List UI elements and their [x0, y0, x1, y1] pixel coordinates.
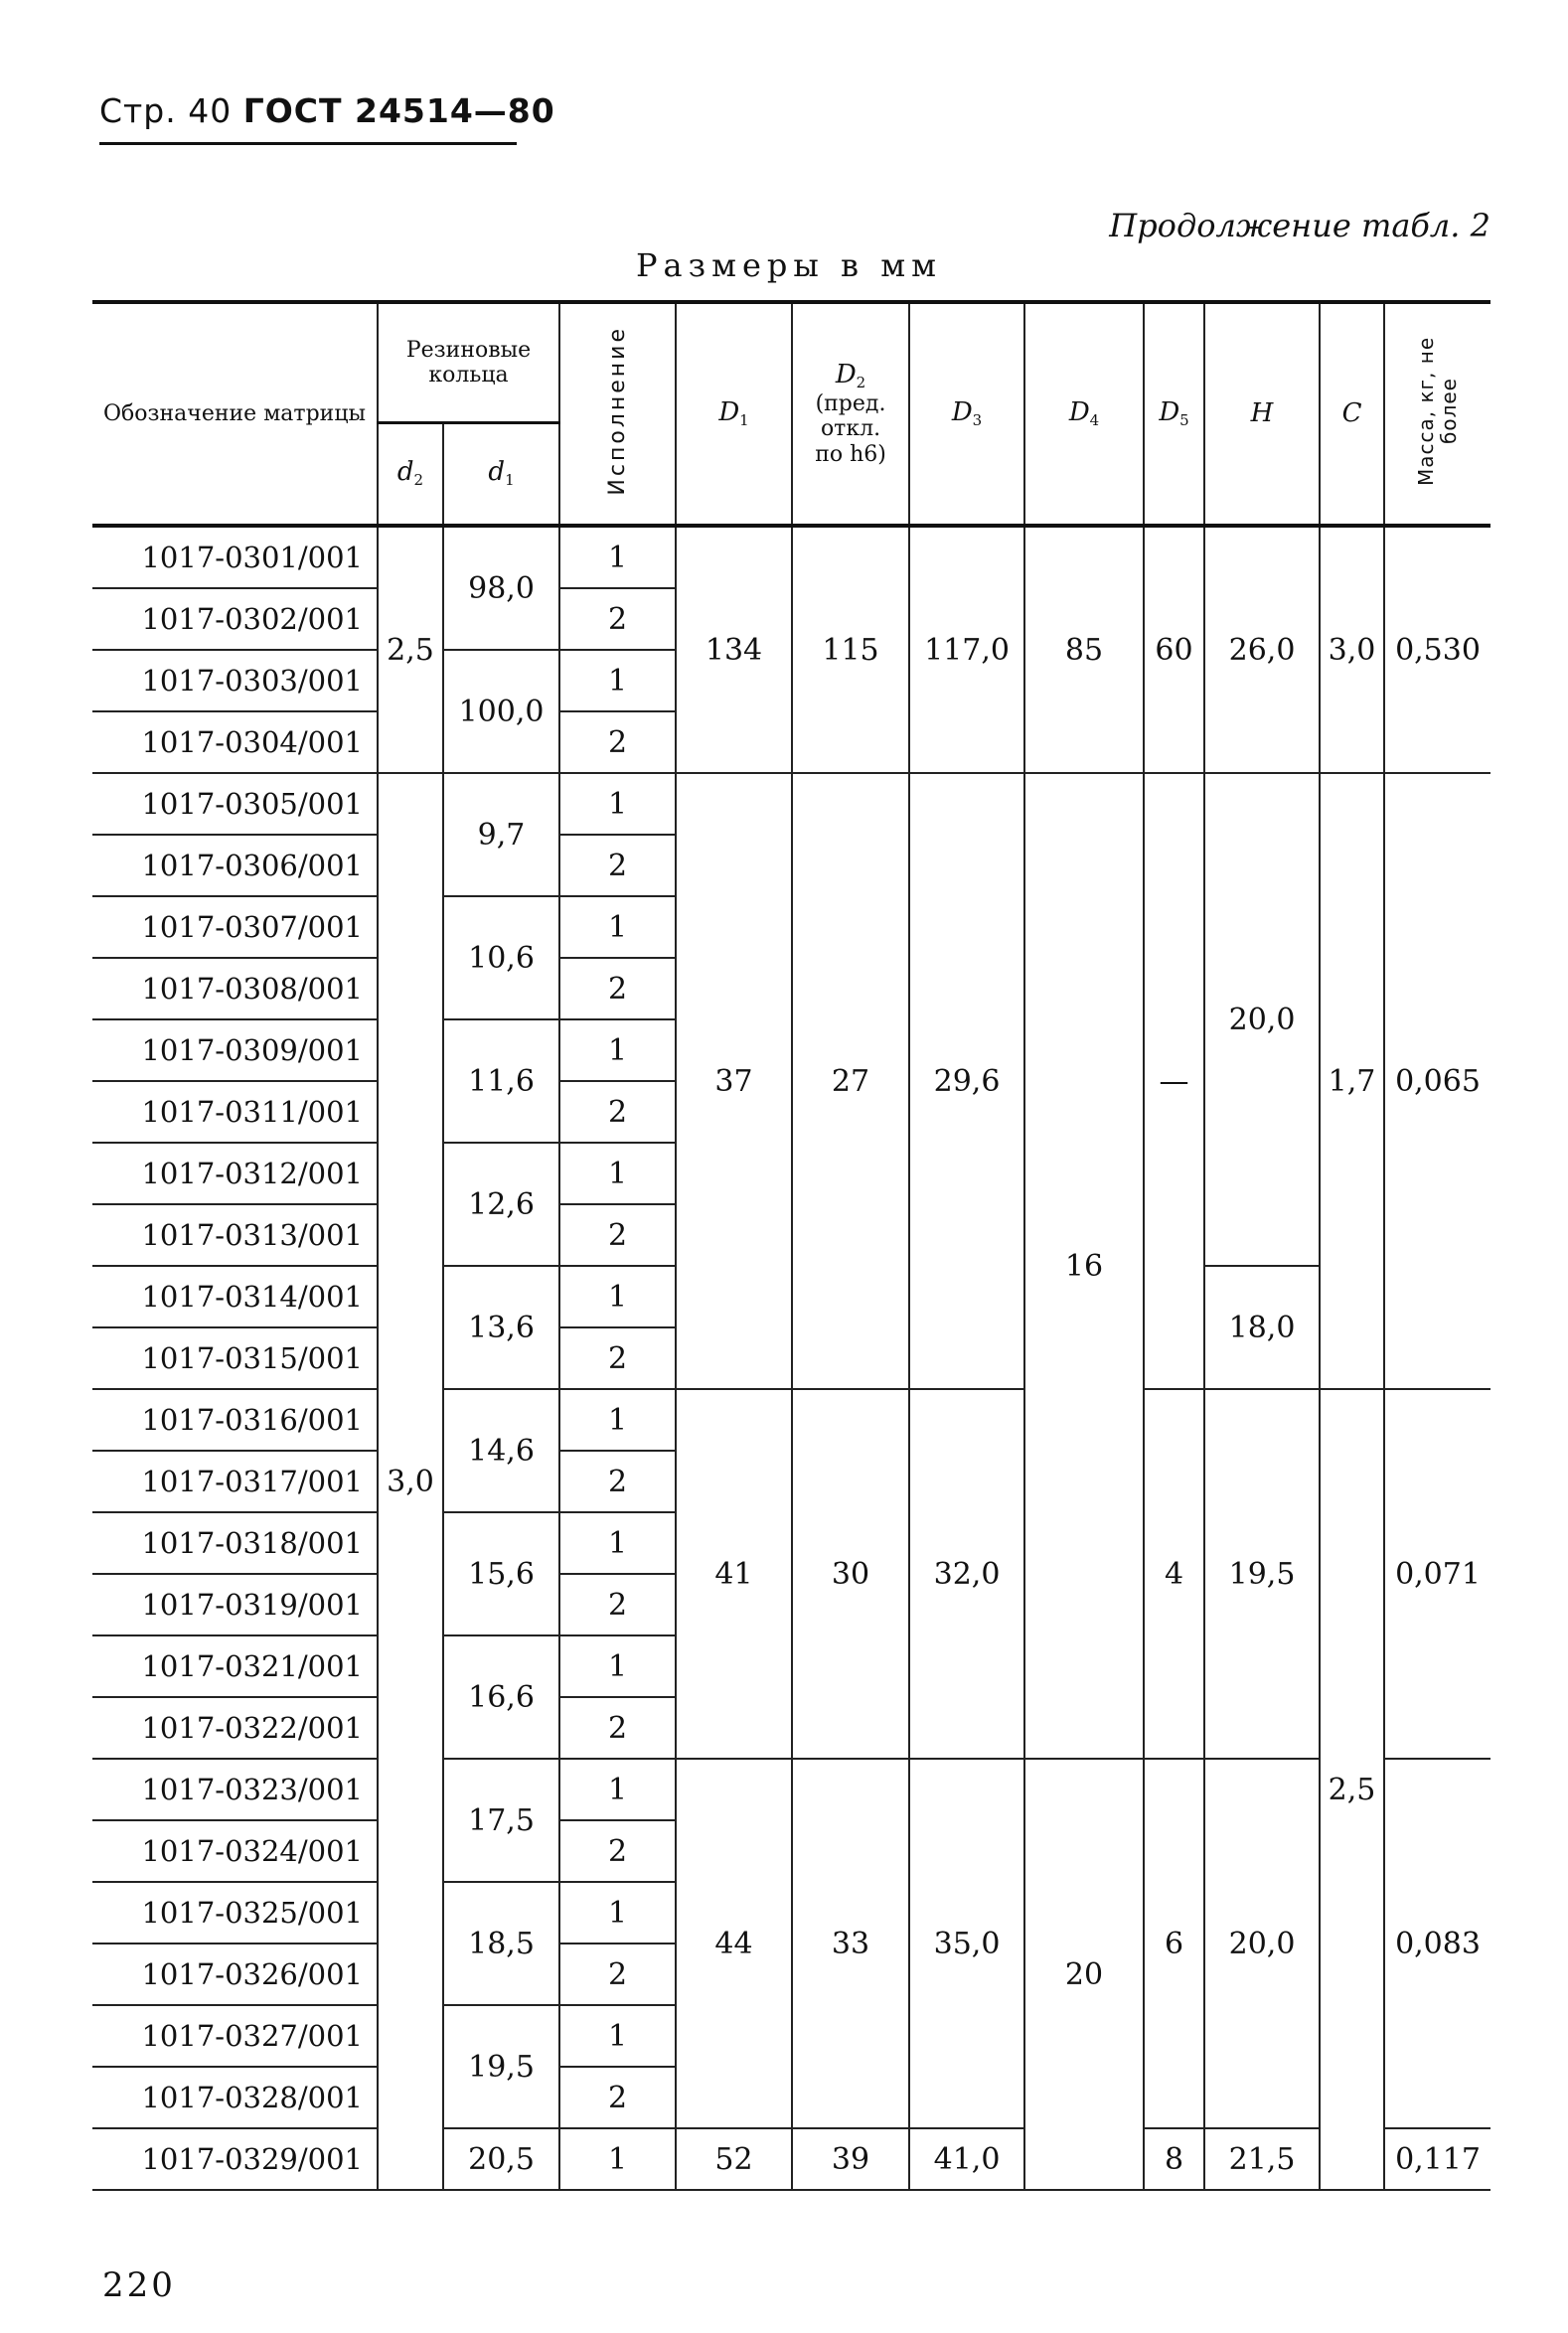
table-row [92, 2128, 1490, 2190]
d2-cell: 27 [792, 773, 909, 1389]
col-designation [92, 302, 378, 524]
col-H [1204, 302, 1320, 524]
col-D3 [909, 302, 1024, 524]
units-caption: Размеры в мм [636, 246, 942, 284]
col-H-label: H [1250, 397, 1274, 428]
designation-cell: 1017-0326/001 [92, 1944, 378, 2005]
mass-cell: 0,530 [1384, 526, 1490, 773]
execution-cell: 2 [559, 1697, 676, 1759]
d3-cell: 35,0 [909, 1759, 1024, 2128]
page-ref: Стр. 40 [99, 91, 233, 130]
execution-cell: 1 [559, 1019, 676, 1081]
execution-cell: 2 [559, 1574, 676, 1635]
d3-cell: 41,0 [909, 2128, 1024, 2190]
d1-cell: 52 [676, 2128, 792, 2190]
col-rings [378, 302, 559, 423]
d1-cell: 98,0 [443, 526, 559, 650]
designation-cell: 1017-0318/001 [92, 1512, 378, 1574]
col-D5-label: D [1159, 396, 1180, 427]
d1-cell: 44 [676, 1759, 792, 2128]
standard-id: ГОСТ 24514—80 [242, 91, 555, 130]
col-D3-sub: 3 [972, 410, 983, 429]
execution-cell: 2 [559, 835, 676, 896]
mass-cell: 0,117 [1384, 2128, 1490, 2190]
designation-cell: 1017-0317/001 [92, 1451, 378, 1512]
execution-cell: 2 [559, 1451, 676, 1512]
designation-cell: 1017-0319/001 [92, 1574, 378, 1635]
d1-cell: 41 [676, 1389, 792, 1759]
d3-cell: 32,0 [909, 1389, 1024, 1759]
c-cell: 1,7 [1320, 773, 1384, 1389]
mass-cell: 0,083 [1384, 1759, 1490, 2128]
execution-cell: 1 [559, 773, 676, 835]
execution-cell: 2 [559, 711, 676, 773]
d5-cell: 4 [1144, 1389, 1204, 1759]
d1-cell: 134 [676, 526, 792, 773]
h-cell: 21,5 [1204, 2128, 1320, 2190]
execution-cell: 2 [559, 1327, 676, 1389]
d1-cell: 14,6 [443, 1389, 559, 1512]
d1-cell: 9,7 [443, 773, 559, 896]
col-designation-label: Обозначение матрицы [102, 400, 366, 426]
d1-cell: 16,6 [443, 1635, 559, 1759]
d2-cell: 3,0 [378, 773, 443, 2190]
execution-cell: 2 [559, 1944, 676, 2005]
d2-cell: 115 [792, 526, 909, 773]
execution-cell: 1 [559, 1389, 676, 1451]
col-rings-label: Резиновые кольца [405, 337, 532, 388]
designation-cell: 1017-0305/001 [92, 773, 378, 835]
execution-cell: 1 [559, 650, 676, 711]
execution-cell: 1 [559, 1266, 676, 1327]
execution-cell: 1 [559, 2005, 676, 2067]
designation-cell: 1017-0329/001 [92, 2128, 378, 2190]
d1-cell: 100,0 [443, 650, 559, 773]
mass-cell: 0,071 [1384, 1389, 1490, 1759]
header-rule [99, 142, 517, 145]
designation-cell: 1017-0322/001 [92, 1697, 378, 1759]
d2-cell: 33 [792, 1759, 909, 2128]
designation-cell: 1017-0327/001 [92, 2005, 378, 2067]
col-D2-label: D [835, 359, 857, 389]
execution-cell: 2 [559, 1204, 676, 1266]
col-execution-label: Исполнение [604, 326, 630, 496]
d4-cell: 16 [1024, 773, 1144, 1759]
mass-cell: 0,065 [1384, 773, 1490, 1389]
execution-cell: 2 [559, 588, 676, 650]
col-D2-note: (пред. откл. по h6) [815, 391, 886, 467]
d3-cell: 29,6 [909, 773, 1024, 1389]
d3-cell: 117,0 [909, 526, 1024, 773]
designation-cell: 1017-0307/001 [92, 896, 378, 958]
execution-cell: 1 [559, 526, 676, 588]
col-C-label: C [1341, 397, 1362, 428]
h-cell: 20,0 [1204, 1759, 1320, 2128]
designation-cell: 1017-0308/001 [92, 958, 378, 1019]
designation-cell: 1017-0313/001 [92, 1204, 378, 1266]
col-D5 [1144, 302, 1204, 524]
table-row [92, 1759, 1490, 1820]
designation-cell: 1017-0301/001 [92, 526, 378, 588]
col-d1-sub: 1 [505, 471, 515, 490]
designation-cell: 1017-0323/001 [92, 1759, 378, 1820]
d4-cell: 20 [1024, 1759, 1144, 2190]
designation-cell: 1017-0311/001 [92, 1081, 378, 1143]
designation-cell: 1017-0302/001 [92, 588, 378, 650]
d1-cell: 11,6 [443, 1019, 559, 1143]
execution-cell: 2 [559, 1820, 676, 1882]
col-D5-sub: 5 [1179, 410, 1189, 429]
execution-cell: 2 [559, 2067, 676, 2128]
d1-cell: 18,5 [443, 1882, 559, 2005]
execution-cell: 2 [559, 958, 676, 1019]
designation-cell: 1017-0316/001 [92, 1389, 378, 1451]
designation-cell: 1017-0315/001 [92, 1327, 378, 1389]
col-D1-sub: 1 [739, 410, 749, 429]
table-row [92, 1389, 1490, 1451]
col-D4-label: D [1068, 396, 1090, 427]
col-d2-label: d [396, 457, 414, 488]
designation-cell: 1017-0324/001 [92, 1820, 378, 1882]
h-cell: 18,0 [1204, 1266, 1320, 1389]
c-cell: 2,5 [1320, 1389, 1384, 2190]
execution-cell: 1 [559, 1143, 676, 1204]
designation-cell: 1017-0325/001 [92, 1882, 378, 1944]
col-D4-sub: 4 [1089, 410, 1100, 429]
dimensions-table [92, 300, 1490, 2191]
col-d2 [378, 423, 443, 525]
d5-cell: — [1144, 773, 1204, 1389]
col-mass-label: Масса, кг, не более [1414, 336, 1462, 486]
col-D3-label: D [951, 396, 973, 427]
col-D1 [676, 302, 792, 524]
col-execution [559, 302, 676, 524]
execution-cell: 1 [559, 1512, 676, 1574]
d1-cell: 15,6 [443, 1512, 559, 1635]
col-D4 [1024, 302, 1144, 524]
col-C [1320, 302, 1384, 524]
d1-cell: 37 [676, 773, 792, 1389]
execution-cell: 1 [559, 896, 676, 958]
page-number: 220 [102, 2265, 176, 2305]
d4-cell: 85 [1024, 526, 1144, 773]
execution-cell: 1 [559, 1635, 676, 1697]
execution-cell: 1 [559, 1759, 676, 1820]
table-continuation: Продолжение табл. 2 [1109, 207, 1490, 244]
col-D1-label: D [718, 396, 740, 427]
col-d1-label: d [488, 457, 506, 488]
d2-cell: 30 [792, 1389, 909, 1759]
table-row [92, 526, 1490, 588]
designation-cell: 1017-0309/001 [92, 1019, 378, 1081]
h-cell: 26,0 [1204, 526, 1320, 773]
designation-cell: 1017-0306/001 [92, 835, 378, 896]
h-cell: 19,5 [1204, 1389, 1320, 1759]
d1-cell: 20,5 [443, 2128, 559, 2190]
designation-cell: 1017-0321/001 [92, 1635, 378, 1697]
h-cell: 20,0 [1204, 773, 1320, 1266]
d2-cell: 39 [792, 2128, 909, 2190]
designation-cell: 1017-0304/001 [92, 711, 378, 773]
designation-cell: 1017-0312/001 [92, 1143, 378, 1204]
page-header [99, 91, 555, 130]
d1-cell: 19,5 [443, 2005, 559, 2128]
d5-cell: 6 [1144, 1759, 1204, 2128]
d1-cell: 13,6 [443, 1266, 559, 1389]
designation-cell: 1017-0328/001 [92, 2067, 378, 2128]
c-cell: 3,0 [1320, 526, 1384, 773]
col-mass [1384, 302, 1490, 524]
execution-cell: 1 [559, 1882, 676, 1944]
d1-cell: 10,6 [443, 896, 559, 1019]
col-d2-sub: 2 [413, 471, 424, 490]
designation-cell: 1017-0314/001 [92, 1266, 378, 1327]
d1-cell: 17,5 [443, 1759, 559, 1882]
d5-cell: 8 [1144, 2128, 1204, 2190]
col-D2-sub: 2 [856, 373, 866, 391]
d2-cell: 2,5 [378, 526, 443, 773]
d5-cell: 60 [1144, 526, 1204, 773]
designation-cell: 1017-0303/001 [92, 650, 378, 711]
d1-cell: 12,6 [443, 1143, 559, 1266]
execution-cell: 1 [559, 2128, 676, 2190]
col-D2 [792, 302, 909, 524]
col-d1 [443, 423, 559, 525]
table-row [92, 773, 1490, 835]
execution-cell: 2 [559, 1081, 676, 1143]
table-body [92, 526, 1490, 2190]
